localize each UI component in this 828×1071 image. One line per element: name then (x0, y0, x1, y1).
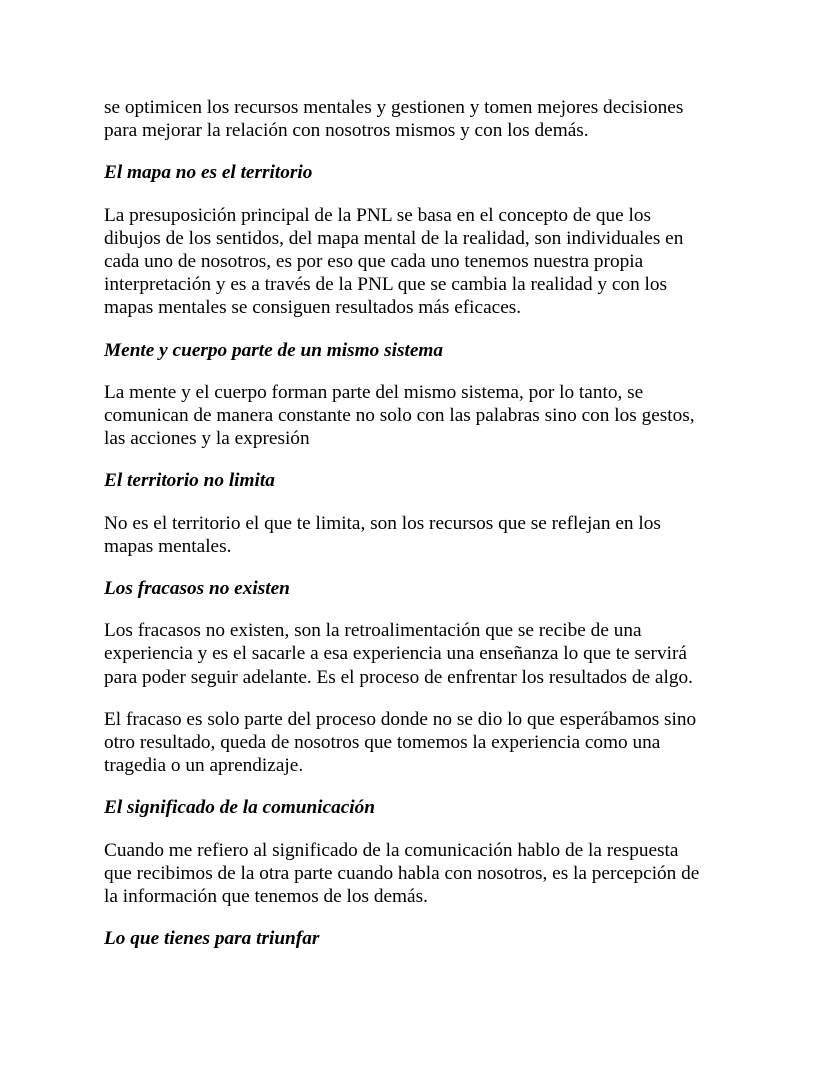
document-page (104, 96, 734, 969)
paragraph-intro: se optimicen los recursos mentales y gestionen y tomen mejores decisiones para mejorar la relación con nosotros mismos y con los demás. (104, 97, 684, 142)
paragraph-comunicacion: Cuando me refiero al significado de la comunicación hablo de la respuesta que recibimos de la otra parte cuando habla con nosotros, es la percepción de la información que tenemos de los demás. (104, 839, 700, 908)
paragraph-territorio: No es el territorio el que te limita, son los recursos que se reflejan en los mapas mentales. (104, 512, 661, 557)
paragraph-el-mapa: La presuposición principal de la PNL se basa en el concepto de que los dibujos de los sentidos, del mapa mental de la realidad, son individuales en cada uno de nosotros, es por eso que cada uno tenemos nuestra propia interpretación y es a través de la PNL que se cambia la realidad y con los mapas mentales se consiguen resultados más eficaces. (104, 204, 684, 319)
paragraph-fracasos-1: Los fracasos no existen, son la retroalimentación que se recibe de una experiencia y es el sacarle a esa experiencia una enseñanza lo que te servirá para poder seguir adelante. Es el proceso de enfrentar los resultados de algo. (104, 620, 693, 688)
paragraph-fracasos-2: El fracaso es solo parte del proceso donde no se dio lo que esperábamos sino otro resultado, queda de nosotros que tomemos la experiencia como una tragedia o un aprendizaje. (104, 708, 697, 777)
heading-el-mapa: El mapa no es el territorio (104, 162, 313, 184)
heading-comunicacion: El significado de la comunicación (104, 797, 376, 819)
heading-fracasos: Los fracasos no existen (104, 578, 290, 600)
heading-territorio: El territorio no limita (104, 470, 275, 492)
paragraph-mente-cuerpo: La mente y el cuerpo forman parte del mismo sistema, por lo tanto, se comunican de manera constante no solo con las palabras sino con los gestos, las acciones y la expresión (104, 381, 695, 450)
heading-triunfar: Lo que tienes para triunfar (104, 928, 320, 950)
heading-mente-cuerpo: Mente y cuerpo parte de un mismo sistema (104, 339, 444, 361)
